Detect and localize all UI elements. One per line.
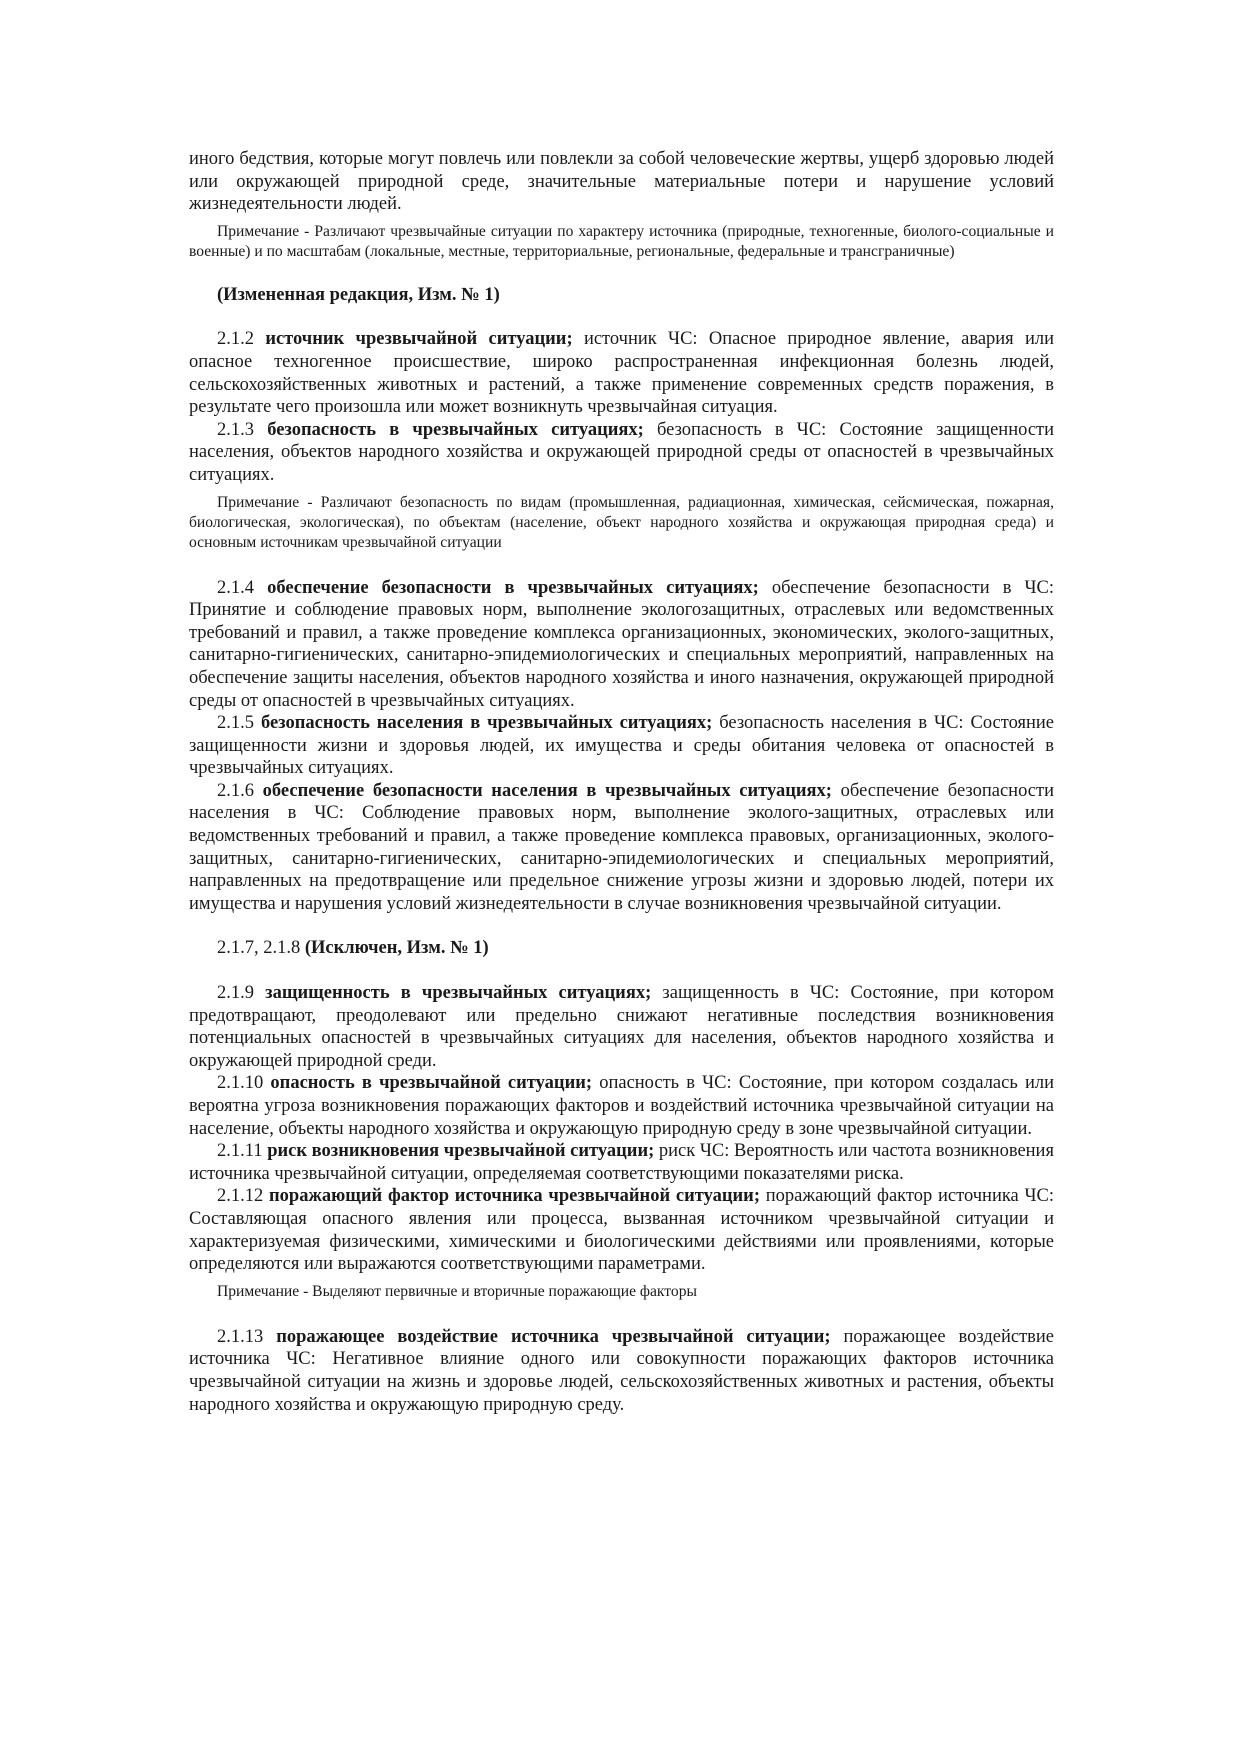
term-definition: риск ЧС: Вероятность или частота возникновения источника чрезвычайной ситуации, определяемая соответствующими показателями риска. — [189, 1141, 1054, 1184]
term-definition: источник ЧС: Опасное природное явление, авария или опасное техногенное происшествие, широко распространенная инфекционная болезнь людей, сельскохозяйственных животных и растений, а также применение современных средств поражения, в результате чего произошла или может возникнуть чрезвычайная ситуация. — [189, 329, 1055, 418]
term-2-1-3 — [189, 419, 1054, 487]
revision-note — [189, 284, 1054, 307]
term-number: 2.1.3 — [217, 419, 268, 440]
term-number: 2.1.9 — [217, 983, 266, 1004]
term-title: обеспечение безопасности в чрезвычайных ситуациях; — [267, 577, 759, 598]
term-definition: обеспечение безопасности населения в ЧС: Соблюдение правовых норм, выполнение эколого-защитных, отраслевых или ведомственных требований и правил, а также проведение комплекса правовых, организационных, эколого-защитных, санитарно-гигиенических, санитарно-эпидемиологических и специальных мероприятий, направленных на предотвращение или предельное снижение угрозы жизни и здоровью людей, потери их имущества и нарушения условий жизнедеятельности в случае возникновения чрезвычайной ситуации. — [189, 780, 1054, 914]
term-definition: обеспечение безопасности в ЧС: Принятие и соблюдение правовых норм, выполнение экологозащитных, отраслевых или ведомственных требований и правил, а также проведение комплекса организационных, экономических, эколого-защитных, санитарно-гигиенических, санитарно-эпидемиологических и специальных мероприятий, направленных на обеспечение защиты населения, объектов народного хозяйства и иного назначения, окружающей природной среды от опасностей в чрезвычайных ситуациях. — [189, 577, 1055, 711]
term-number: 2.1.12 — [217, 1186, 270, 1207]
term-2-1-9 — [189, 982, 1054, 1072]
term-2-1-10 — [189, 1072, 1054, 1140]
term-definition: опасность в ЧС: Состояние, при котором создалась или вероятна угроза возникновения поражающих факторов и воздействий источника чрезвычайной ситуации на население, объекты народного хозяйства и окружающую природную среду в зоне чрезвычайной ситуации. — [189, 1073, 1054, 1139]
term-2-1-12 — [189, 1185, 1054, 1275]
term-number: 2.1.13 — [217, 1326, 277, 1347]
term-2-1-5 — [189, 712, 1054, 780]
term-2-1-7-2-1-8-excluded — [189, 937, 1054, 960]
term-title: безопасность в чрезвычайных ситуациях; — [267, 419, 644, 440]
term-title: защищенность в чрезвычайных ситуациях; — [265, 983, 652, 1004]
term-definition: безопасность населения в ЧС: Состояние защищенности жизни и здоровья людей, их имущества и среды обитания человека от опасностей в чрезвычайных ситуациях. — [189, 713, 1055, 779]
term-title: поражающее воздействие источника чрезвычайной ситуации; — [276, 1326, 831, 1347]
note-safety-types: Примечание - Различают безопасность по видам (промышленная, радиационная, химическая, сейсмическая, пожарная, биологическая, экологическая), по объектам (население, объект народного хозяйства и окружающая природная среда) и основным источникам чрезвычайной ситуации — [189, 493, 1054, 551]
note-emergency-types: Примечание - Различают чрезвычайные ситуации по характеру источника (природные, техногенные, биолого-социальные и военные) и по масштабам (локальные, местные, территориальные, региональные, федеральные и трансграничные) — [189, 222, 1054, 260]
term-number: 2.1.2 — [217, 329, 266, 350]
paragraph-continuation: иного бедствия, которые могут повлечь или повлекли за собой человеческие жертвы, ущерб здоровью людей или окружающей природной среде, значительные материальные потери и нарушение условий жизнедеятельности людей. — [189, 149, 1054, 215]
term-definition: защищенность в ЧС: Состояние, при котором предотвращают, преодолевают или предельно снижают негативные последствия возникновения потенциальных опасностей в чрезвычайных ситуациях для населения, объектов народного хозяйства и окружающей природной среди. — [189, 983, 1054, 1071]
term-definition: поражающий фактор источника ЧС: Составляющая опасного явления или процесса, вызванная источником чрезвычайной ситуации и характеризуемая физическими, химическими и биологическими действиями или проявлениями, которые определяются или выражаются соответствующими параметрами. — [189, 1186, 1055, 1275]
term-2-1-2 — [189, 328, 1054, 418]
term-number: 2.1.7, 2.1.8 — [217, 938, 305, 959]
revision-label: (Измененная редакция, Изм. № 1) — [217, 284, 500, 305]
term-title: обеспечение безопасности населения в чрезвычайных ситуациях; — [262, 780, 832, 801]
term-number: 2.1.5 — [217, 713, 261, 734]
note-damaging-factors: Примечание - Выделяют первичные и вторичные поражающие факторы — [217, 1282, 697, 1300]
term-number: 2.1.6 — [217, 780, 263, 801]
term-number: 2.1.11 — [217, 1141, 268, 1162]
term-definition: безопасность в ЧС: Состояние защищенности населения, объектов народного хозяйства и окружающей природной среды от опасностей в чрезвычайных ситуациях. — [189, 419, 1055, 485]
term-title: безопасность населения в чрезвычайных ситуациях; — [260, 713, 713, 734]
term-2-1-6 — [189, 780, 1054, 916]
term-number: 2.1.4 — [217, 577, 268, 598]
term-title: риск возникновения чрезвычайной ситуации; — [267, 1141, 655, 1162]
term-title: источник чрезвычайной ситуации; — [265, 329, 573, 350]
term-definition: поражающее воздействие источника ЧС: Негативное влияние одного или совокупности поражающих факторов источника чрезвычайной ситуации на жизнь и здоровье людей, сельскохозяйственных животных и растения, объекты народного хозяйства и окружающую природную среду. — [189, 1326, 1054, 1415]
term-2-1-4 — [189, 577, 1054, 713]
excluded-label: (Исключен, Изм. № 1) — [304, 938, 489, 959]
term-number: 2.1.10 — [217, 1073, 271, 1094]
term-2-1-11 — [189, 1140, 1054, 1185]
term-title: поражающий фактор источника чрезвычайной ситуации; — [269, 1186, 760, 1207]
term-title: опасность в чрезвычайной ситуации; — [270, 1073, 593, 1094]
term-2-1-13 — [189, 1326, 1054, 1416]
